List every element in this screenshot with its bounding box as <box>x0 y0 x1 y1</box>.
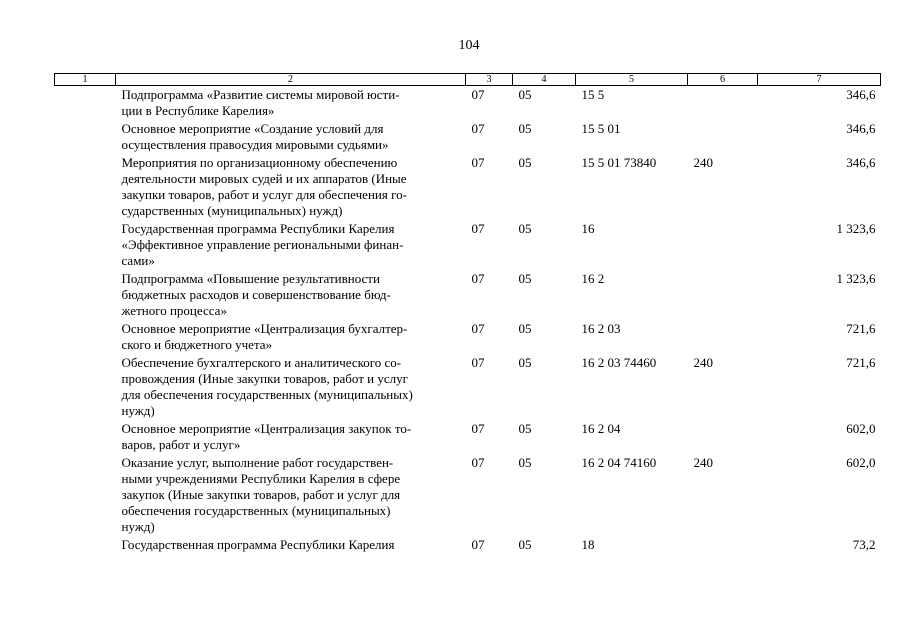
column-header-6: 6 <box>688 74 758 86</box>
table-row <box>55 321 881 355</box>
row-section-cell: 07 <box>471 271 485 286</box>
table-row <box>55 271 881 321</box>
row-name-cell: Государственная программа Республики Карелия <box>121 537 395 552</box>
row-number-cell <box>55 537 116 555</box>
row-subsection-cell: 05 <box>518 221 532 236</box>
row-name-cell: Государственная программа Республики Карелия «Эффективное управление региональными финан- сами» <box>121 221 404 268</box>
column-header-7: 7 <box>758 74 881 86</box>
table-row <box>55 121 881 155</box>
column-header-5: 5 <box>576 74 688 86</box>
row-amount-cell: 1 323,6 <box>836 221 876 236</box>
row-amount-cell: 721,6 <box>846 321 876 336</box>
table-row <box>55 221 881 271</box>
row-amount-cell: 1 323,6 <box>836 271 876 286</box>
row-name-cell: Обеспечение бухгалтерского и аналитического со- провождения (Иные закупки товаров, работ и услуг для обеспечения государственных (муниципальных) нужд) <box>121 355 413 418</box>
row-expense-type-cell <box>688 537 758 555</box>
column-header-1: 1 <box>55 74 116 86</box>
row-amount-cell: 721,6 <box>846 355 876 370</box>
column-header-3: 3 <box>466 74 513 86</box>
row-name-cell: Основное мероприятие «Создание условий для осуществления правосудия мировыми судьями» <box>121 121 389 152</box>
row-expense-type-cell <box>688 121 758 155</box>
row-section-cell: 07 <box>471 87 485 102</box>
row-section-cell: 07 <box>471 155 485 170</box>
row-name-cell: Оказание услуг, выполнение работ государствен- ными учреждениями Республики Карелия в сфере закупок (Иные закупки товаров, работ и услуг для обеспечения государственных (муниципальных) нужд) <box>121 455 401 534</box>
column-header-4: 4 <box>513 74 576 86</box>
row-subsection-cell: 05 <box>518 271 532 286</box>
table-row <box>55 537 881 555</box>
row-number-cell <box>55 355 116 421</box>
row-expense-type-cell <box>688 271 758 321</box>
row-amount-cell: 346,6 <box>846 87 876 102</box>
row-number-cell <box>55 421 116 455</box>
row-number-cell <box>55 455 116 537</box>
row-expense-type-cell <box>688 421 758 455</box>
table-row <box>55 355 881 421</box>
row-target-cell: 16 <box>581 221 595 236</box>
row-target-cell: 16 2 <box>581 271 605 286</box>
row-expense-type-cell: 240 <box>693 455 713 470</box>
table-body <box>55 86 881 556</box>
row-subsection-cell: 05 <box>518 155 532 170</box>
row-section-cell: 07 <box>471 355 485 370</box>
row-section-cell: 07 <box>471 455 485 470</box>
table-row <box>55 155 881 221</box>
row-amount-cell: 346,6 <box>846 121 876 136</box>
row-target-cell: 15 5 01 73840 <box>581 155 657 170</box>
row-subsection-cell: 05 <box>518 87 532 102</box>
row-target-cell: 18 <box>581 537 595 552</box>
row-target-cell: 16 2 03 <box>581 321 621 336</box>
row-subsection-cell: 05 <box>518 321 532 336</box>
row-section-cell: 07 <box>471 321 485 336</box>
page-number: 104 <box>458 38 480 53</box>
budget-table <box>54 73 881 555</box>
row-name-cell: Основное мероприятие «Централизация бухгалтер- ского и бюджетного учета» <box>121 321 408 352</box>
column-number-header <box>55 74 881 86</box>
table-row <box>55 86 881 122</box>
row-section-cell: 07 <box>471 537 485 552</box>
row-name-cell: Мероприятия по организационному обеспечению деятельности мировых судей и их аппаратов (Иные закупки товаров, работ и услуг для обеспечения го- сударственных (муниципальных) нужд) <box>121 155 407 218</box>
row-number-cell <box>55 271 116 321</box>
column-header-2: 2 <box>116 74 466 86</box>
row-amount-cell: 73,2 <box>852 537 876 552</box>
row-subsection-cell: 05 <box>518 355 532 370</box>
row-expense-type-cell <box>688 86 758 122</box>
table-row <box>55 421 881 455</box>
row-subsection-cell: 05 <box>518 421 532 436</box>
row-number-cell <box>55 121 116 155</box>
row-amount-cell: 602,0 <box>846 455 876 470</box>
row-expense-type-cell <box>688 321 758 355</box>
row-number-cell <box>55 321 116 355</box>
row-expense-type-cell: 240 <box>693 355 713 370</box>
row-name-cell: Основное мероприятие «Централизация закупок то- варов, работ и услуг» <box>121 421 412 452</box>
row-target-cell: 16 2 04 <box>581 421 621 436</box>
row-number-cell <box>55 86 116 122</box>
row-number-cell <box>55 155 116 221</box>
row-name-cell: Подпрограмма «Повышение результативности бюджетных расходов и совершенствование бюд- жетного процесса» <box>121 271 391 318</box>
row-amount-cell: 602,0 <box>846 421 876 436</box>
row-expense-type-cell: 240 <box>693 155 713 170</box>
row-subsection-cell: 05 <box>518 455 532 470</box>
row-name-cell: Подпрограмма «Развитие системы мировой юсти- ции в Республике Карелия» <box>121 87 400 118</box>
row-target-cell: 15 5 <box>581 87 605 102</box>
row-target-cell: 15 5 01 <box>581 121 621 136</box>
row-expense-type-cell <box>688 221 758 271</box>
table-row <box>55 455 881 537</box>
row-number-cell <box>55 221 116 271</box>
row-section-cell: 07 <box>471 221 485 236</box>
row-target-cell: 16 2 04 74160 <box>581 455 657 470</box>
row-subsection-cell: 05 <box>518 537 532 552</box>
row-subsection-cell: 05 <box>518 121 532 136</box>
row-amount-cell: 346,6 <box>846 155 876 170</box>
row-section-cell: 07 <box>471 121 485 136</box>
row-section-cell: 07 <box>471 421 485 436</box>
row-target-cell: 16 2 03 74460 <box>581 355 657 370</box>
